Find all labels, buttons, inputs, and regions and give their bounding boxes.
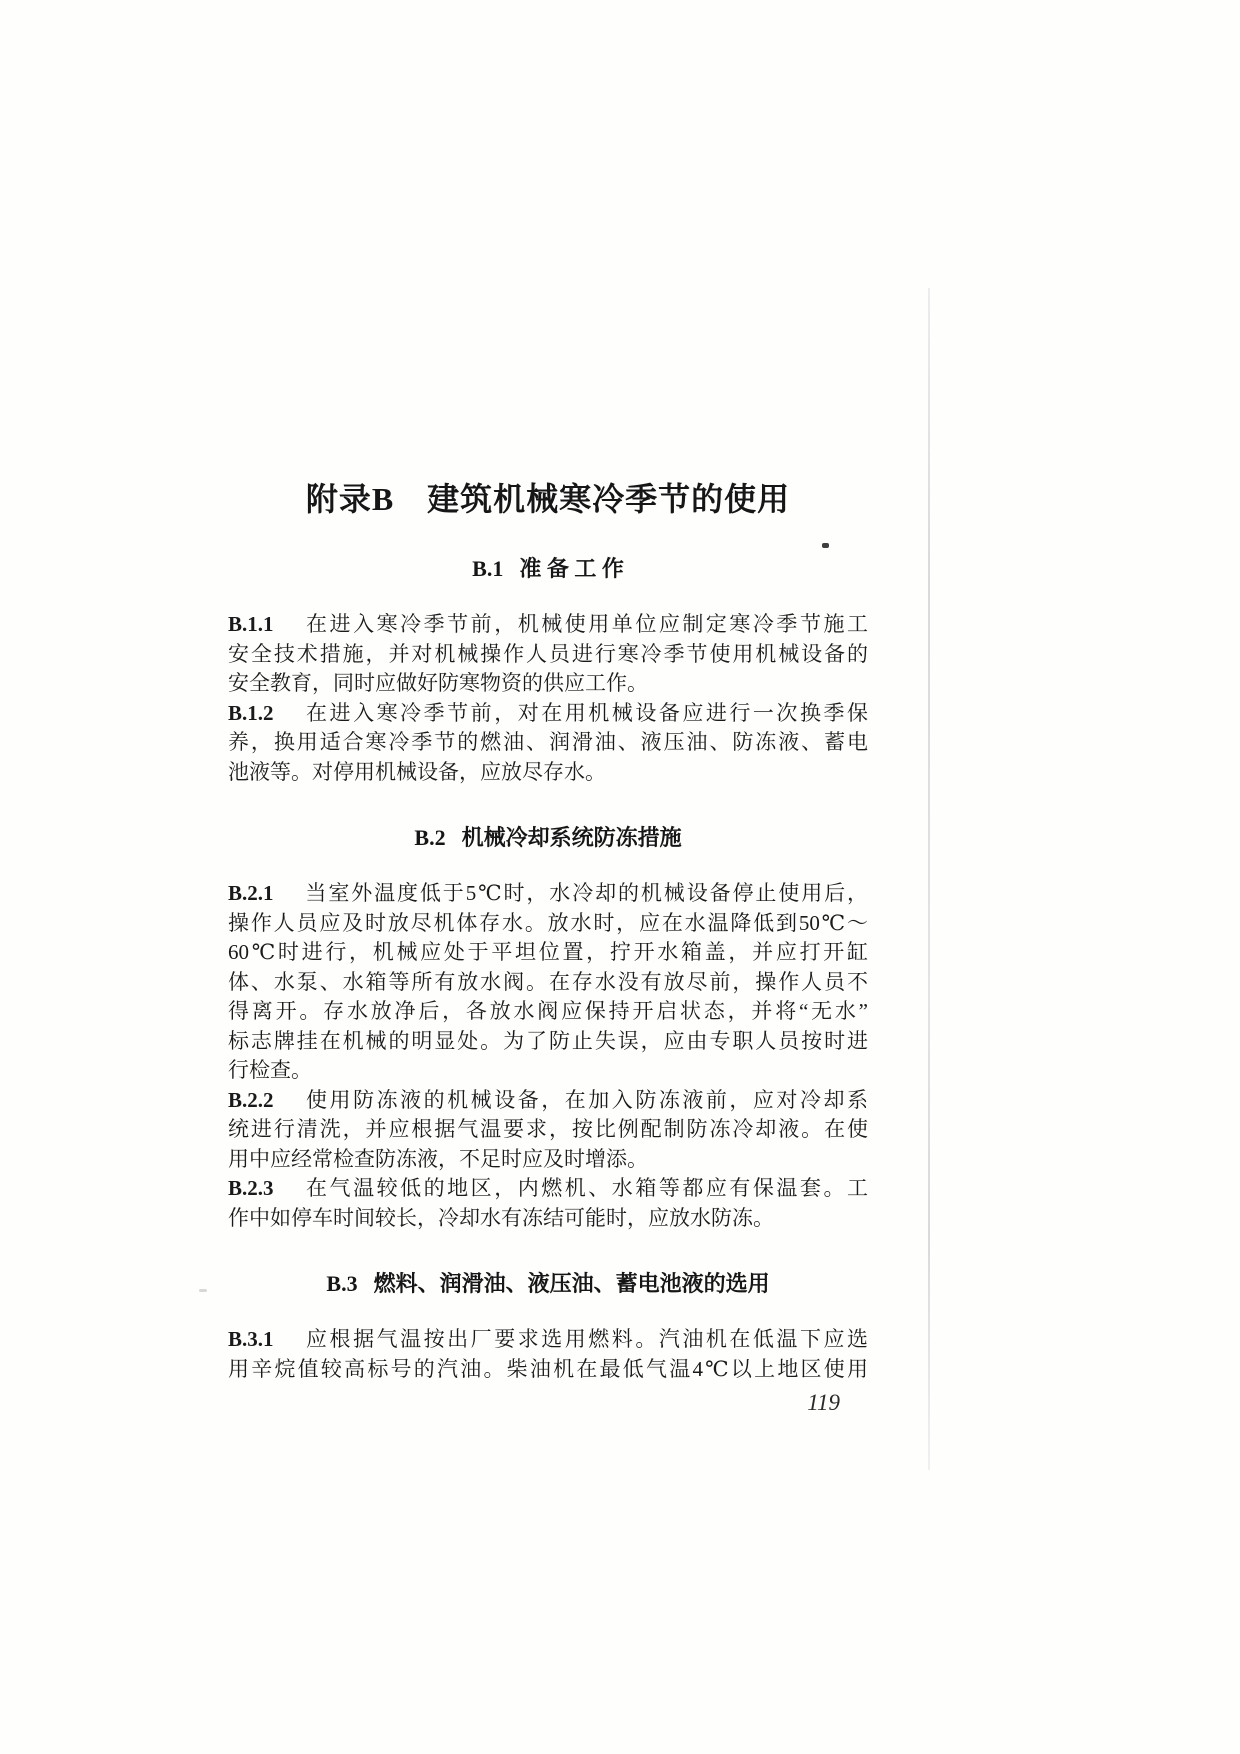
clause-line	[228, 879, 868, 909]
clause-line: 行检查。	[228, 1058, 312, 1082]
clause-number: B.1.2	[228, 700, 274, 725]
clause-line: 标志牌挂在机械的明显处。为了防止失误，应由专职人员按时进	[228, 1028, 868, 1053]
section-heading	[228, 823, 868, 853]
clause-line: 统进行清洗，并应根据气温要求，按比例配制防冻冷却液。在使	[228, 1117, 868, 1141]
section-heading-number: B.1	[472, 556, 504, 581]
clause-text: 当室外温度低于5℃时，水冷却的机械设备停止使用后，	[303, 881, 868, 905]
clause-text: 在气温较低的地区，内燃机、水箱等都应有保温套。工	[303, 1176, 868, 1200]
appendix-title: 附录B 建筑机械寒冷季节的使用	[305, 481, 791, 517]
clause-text: 在进入寒冷季节前，对在用机械设备应进行一次换季保	[303, 700, 868, 725]
clause-text: 应根据气温按出厂要求选用燃料。汽油机在低温下应选	[303, 1327, 868, 1351]
scan-edge-artifact	[928, 288, 930, 1470]
clause-line: 池液等。对停用机械设备，应放尽存水。	[228, 759, 606, 784]
page-number: 119	[807, 1390, 840, 1415]
document-content	[228, 480, 868, 1416]
section-heading-text: 燃料、润滑油、液压油、蓄电池液的选用	[373, 1271, 770, 1296]
clause-line: 用辛烷值较高标号的汽油。柴油机在最低气温4℃以上地区使用	[228, 1356, 868, 1381]
clause-line: 操作人员应及时放尽机体存水。放水时，应在水温降低到50℃～	[228, 910, 868, 935]
section-heading-number: B.2	[414, 825, 446, 850]
clause-line	[228, 1325, 868, 1355]
section-heading-text: 准 备 工 作	[519, 556, 624, 581]
clause-line: 体、水泵、水箱等所有放水阀。在存水没有放尽前，操作人员不	[228, 969, 868, 994]
clause-line	[228, 1174, 868, 1204]
section-heading-text: 机械冷却系统防冻措施	[461, 825, 682, 850]
sections-container	[228, 554, 868, 1384]
clause-number: B.2.3	[228, 1176, 274, 1200]
section-heading-number: B.3	[326, 1271, 358, 1296]
clause-line: 安全技术措施，并对机械操作人员进行寒冷季节使用机械设备的	[228, 641, 868, 666]
clause-line: 用中应经常检查防冻液，不足时应及时增添。	[228, 1146, 648, 1171]
clause-line	[228, 610, 868, 640]
clause-line: 60℃时进行，机械应处于平坦位置，拧开水箱盖，并应打开缸	[228, 940, 868, 964]
clause-line	[228, 1086, 868, 1116]
clause-text: 在进入寒冷季节前，机械使用单位应制定寒冷季节施工	[303, 612, 868, 636]
clause-line: 安全教育，同时应做好防寒物资的供应工作。	[228, 671, 648, 695]
clause-line: 养，换用适合寒冷季节的燃油、润滑油、液压油、防冻液、蓄电	[228, 730, 868, 754]
clause-line: 得离开。存水放净后，各放水阀应保持开启状态，并将“无水”	[228, 999, 868, 1023]
clause-line: 作中如停车时间较长，冷却水有冻结可能时，应放水防冻。	[228, 1205, 774, 1230]
clause-number: B.2.2	[228, 1087, 274, 1112]
scan-speck-light	[199, 1289, 207, 1292]
clause-text: 使用防冻液的机械设备，在加入防冻液前，应对冷却系	[303, 1087, 868, 1112]
clause-line	[228, 699, 868, 729]
section-heading	[228, 554, 868, 584]
section-heading	[228, 1269, 868, 1299]
clause-number: B.2.1	[228, 881, 274, 905]
clause-number: B.3.1	[228, 1327, 274, 1351]
clause-number: B.1.1	[228, 612, 274, 636]
